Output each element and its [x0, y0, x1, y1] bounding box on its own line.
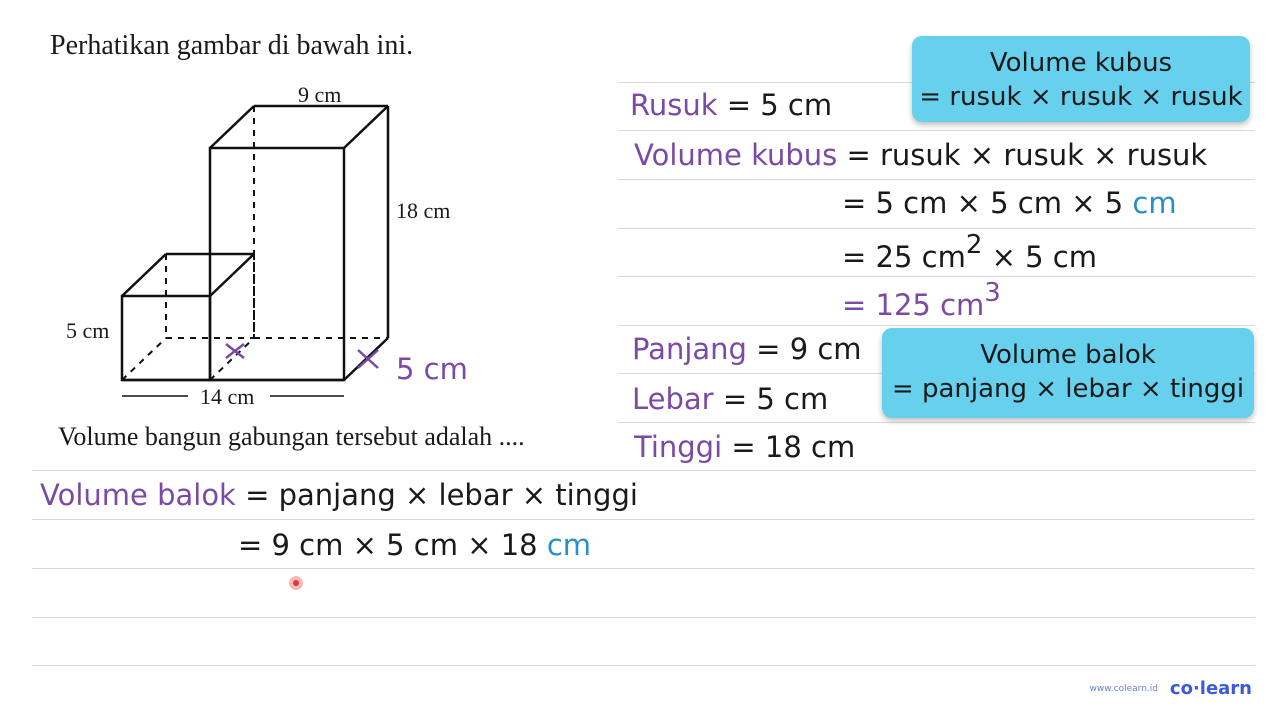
rule-line [32, 519, 1255, 520]
cube-step2-rest: × 5 cm [991, 240, 1097, 274]
rule-line [618, 228, 1255, 229]
tinggi-value: = 18 cm [731, 430, 856, 464]
rule-line [618, 422, 1255, 423]
rule-line [618, 325, 1255, 326]
tinggi-label: Tinggi [634, 430, 723, 464]
label-depth-note: 5 cm [396, 352, 468, 386]
rule-line [618, 179, 1255, 180]
label-tall-height: 18 cm [396, 198, 451, 223]
label-bottom-width: 14 cm [200, 384, 255, 409]
balok-formula-expression: = panjang × lebar × tinggi [891, 374, 1245, 404]
rusuk-value: = 5 cm [726, 88, 833, 122]
balok-formula-box [882, 328, 1254, 418]
rule-line [618, 276, 1255, 277]
cube-step1-text: = 5 cm × 5 cm × 5 [842, 186, 1124, 220]
rule-line [32, 568, 1255, 569]
balok-volume-label: Volume balok [40, 478, 236, 512]
balok-step1-text: = 9 cm × 5 cm × 18 [238, 528, 538, 562]
panjang-label: Panjang [632, 332, 747, 366]
balok-volume-line [40, 478, 638, 512]
rule-line [32, 617, 1255, 618]
label-cube-height: 5 cm [66, 318, 110, 343]
cube-formula-expression: = rusuk × rusuk × rusuk [919, 82, 1243, 112]
brand-logo: co·learn [1169, 678, 1252, 699]
lebar-label: Lebar [632, 382, 714, 416]
panjang-value: = 9 cm [756, 332, 862, 366]
balok-step1 [238, 528, 591, 562]
cube-step2 [842, 230, 1097, 274]
tall-box-front-face [210, 148, 344, 380]
problem-question: Volume bangun gabungan tersebut adalah .... [58, 422, 525, 451]
cube-volume-label: Volume kubus [634, 138, 838, 172]
problem-instruction: Perhatikan gambar di bawah ini. [50, 30, 414, 61]
cube-volume-formula: = rusuk × rusuk × rusuk [846, 138, 1208, 172]
balok-formula-title: Volume balok [980, 340, 1156, 370]
lebar-value: = 5 cm [722, 382, 829, 416]
cube-step2-text: = 25 cm [842, 240, 966, 274]
lebar-line [632, 382, 828, 416]
cube-volume-line [634, 138, 1207, 172]
rule-line [32, 470, 1255, 471]
pen-cursor [289, 576, 303, 590]
rule-line [32, 665, 1255, 666]
cube-result-exponent: 3 [984, 278, 1001, 308]
cube-formula-box [912, 36, 1250, 122]
cube-result [842, 278, 1001, 322]
panjang-line [632, 332, 862, 366]
label-top-width: 9 cm [298, 82, 342, 107]
cube-step1-unit: cm [1132, 186, 1177, 220]
brand-url: www.colearn.id [1089, 684, 1158, 694]
rule-line [618, 130, 1255, 131]
rusuk-label: Rusuk [630, 88, 718, 122]
tinggi-line [634, 430, 855, 464]
cube-step2-exponent: 2 [965, 230, 983, 260]
balok-step1-unit: cm [546, 528, 592, 562]
cube-formula-title: Volume kubus [989, 48, 1173, 78]
cube-result-text: = 125 cm [842, 288, 985, 322]
cube-step1 [842, 186, 1177, 220]
balok-volume-formula: = panjang × lebar × tinggi [245, 478, 638, 512]
rusuk-line [630, 88, 832, 122]
